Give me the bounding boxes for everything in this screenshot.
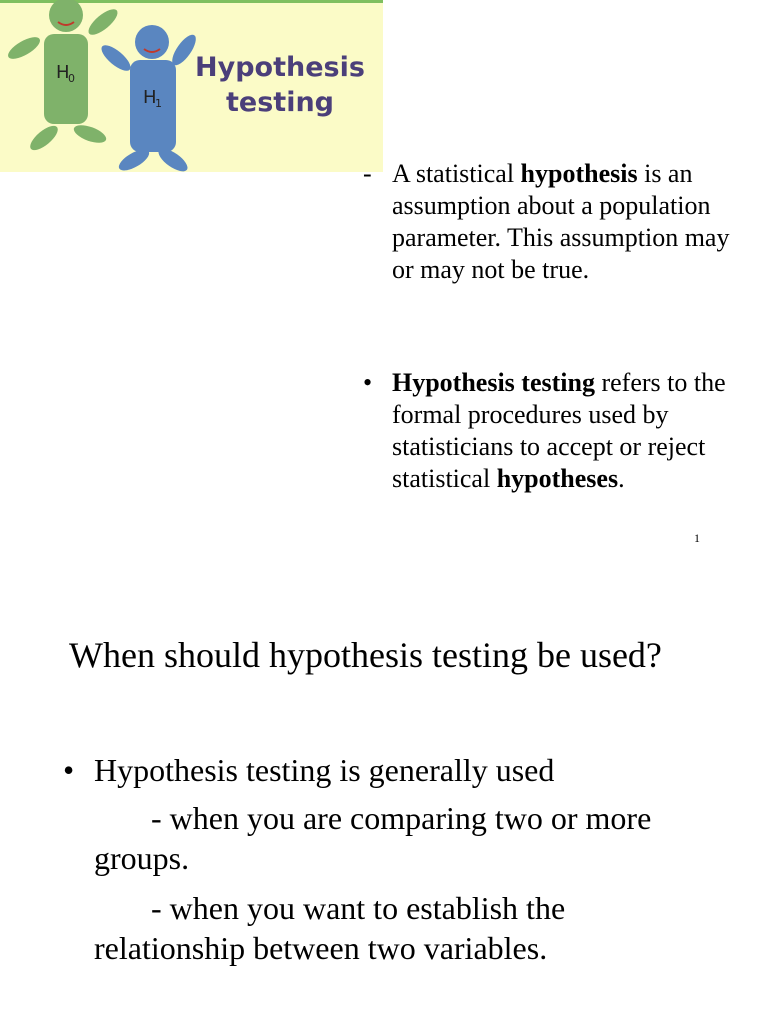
banner-title-line-2: testing	[226, 87, 334, 118]
bullet-mark: -	[363, 159, 372, 188]
bold-term: Hypothesis testing	[392, 368, 595, 397]
slide-title: When should hypothesis testing be used?	[69, 635, 662, 675]
page-number: 1	[694, 531, 700, 545]
sub-point	[63, 798, 743, 878]
h1-figure	[98, 25, 200, 172]
bullet-mark: •	[363, 368, 373, 397]
list-item-text: Hypothesis testing is generally used	[94, 752, 555, 788]
text-run: A statistical	[392, 159, 521, 188]
text-run: refers to the formal procedures used by statisticians to accept or reject statistical	[392, 368, 726, 493]
bold-term: hypotheses	[496, 464, 619, 493]
sub-point-line: groups.	[94, 840, 190, 876]
hypothesis-banner	[0, 0, 383, 172]
bullet-mark: •	[63, 752, 75, 788]
svg-text:H: H	[143, 87, 157, 108]
sub-point-line: - when you are comparing two or more	[151, 800, 652, 836]
list-item	[63, 750, 743, 790]
bullet-text	[392, 367, 743, 495]
svg-text:0: 0	[68, 72, 75, 85]
usage-list	[63, 750, 743, 968]
definition-bullet-hypothesis	[363, 158, 743, 286]
sub-point	[63, 888, 743, 968]
bullet-text	[392, 158, 743, 286]
bold-term: hypothesis	[520, 159, 638, 188]
svg-text:1: 1	[155, 97, 162, 110]
sub-point-line: - when you want to establish the	[151, 890, 566, 926]
svg-text:H: H	[56, 62, 70, 83]
h0-figure	[5, 0, 121, 154]
sub-point-line: relationship between two variables.	[94, 930, 548, 966]
text-run: .	[618, 464, 625, 493]
banner-title-line-1: Hypothesis	[195, 52, 365, 83]
banner-title	[190, 50, 370, 120]
text-run: is an assumption about a population parameter. This assumption may or may not be true.	[392, 159, 730, 284]
definition-bullet-testing	[363, 367, 743, 495]
